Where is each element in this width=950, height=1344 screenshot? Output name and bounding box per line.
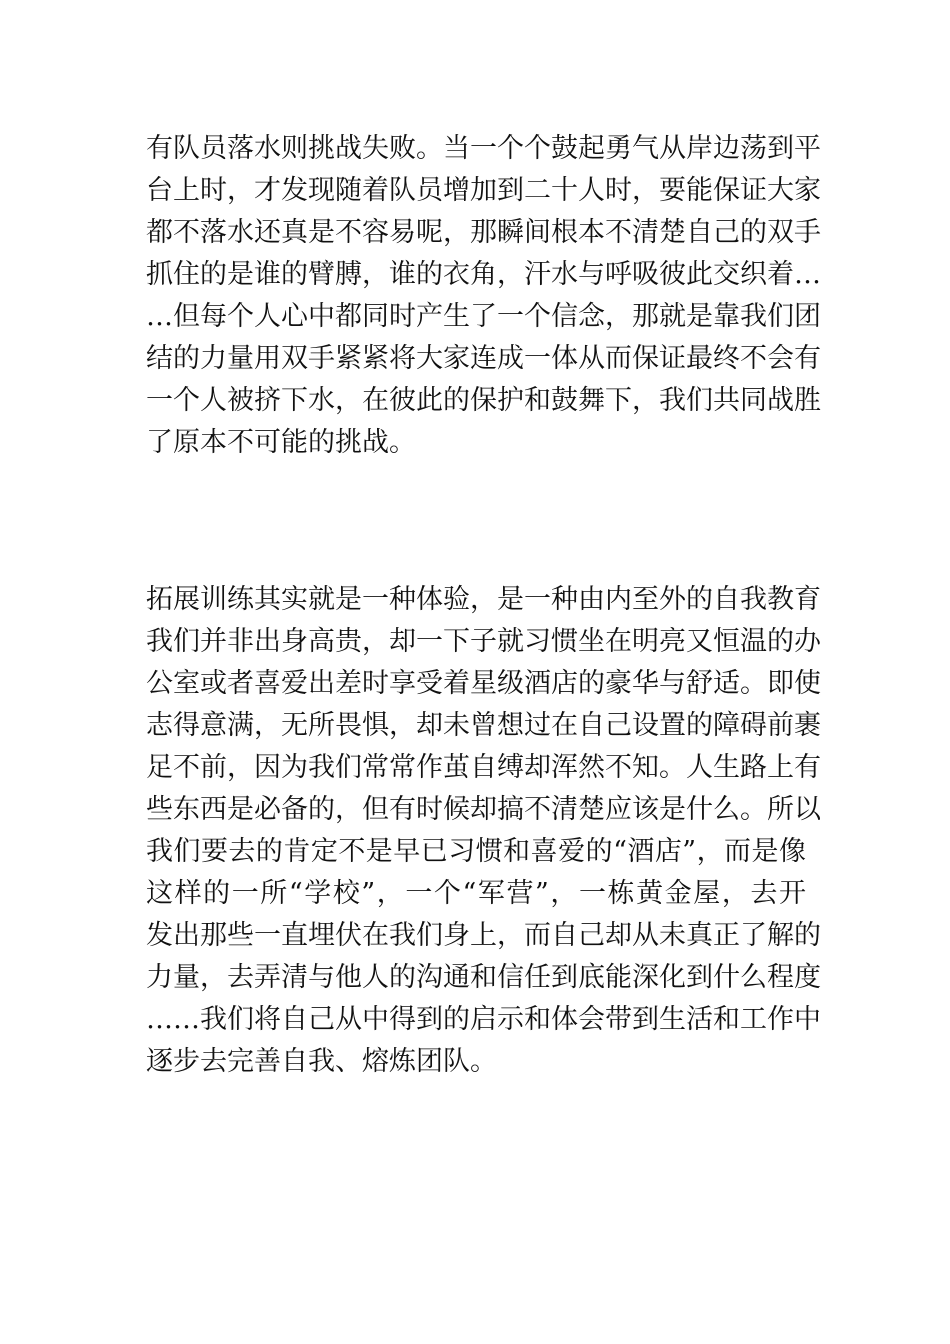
text-line: 这样的一所“学校”，一个“军营”，一栋黄金屋，去开 (146, 878, 806, 909)
text-line: 力量，去弄清与他人的沟通和信任到底能深化到什么程度 (146, 962, 821, 993)
text-line: 足不前，因为我们常常作茧自缚却浑然不知。人生路上有 (146, 752, 821, 783)
text-line: 逐步去完善自我、熔炼团队。 (146, 1046, 497, 1077)
text-line: 都不落水还真是不容易呢，那瞬间根本不清楚自己的双手 (146, 217, 821, 248)
text-line: 拓展训练其实就是一种体验，是一种由内至外的自我教育 (146, 584, 821, 615)
text-line: 一个人被挤下水，在彼此的保护和鼓舞下，我们共同战胜 (146, 385, 821, 416)
text-line: 我们要去的肯定不是早已习惯和喜爱的“酒店”，而是像 (146, 836, 806, 867)
paragraph-2 (146, 579, 821, 1083)
text-line: 结的力量用双手紧紧将大家连成一体从而保证最终不会有 (146, 343, 821, 374)
paragraph-1 (146, 128, 821, 464)
text-line: ……我们将自己从中得到的启示和体会带到生活和工作中 (146, 1004, 821, 1035)
text-line: 我们并非出身高贵，却一下子就习惯坐在明亮又恒温的办 (146, 626, 821, 657)
text-line: …但每个人心中都同时产生了一个信念，那就是靠我们团 (146, 301, 821, 332)
text-line: 有队员落水则挑战失败。当一个个鼓起勇气从岸边荡到平 (146, 133, 821, 164)
text-line: 抓住的是谁的臂膊，谁的衣角，汗水与呼吸彼此交织着… (146, 259, 821, 290)
text-line: 公室或者喜爱出差时享受着星级酒店的豪华与舒适。即使 (146, 668, 821, 699)
text-line: 台上时，才发现随着队员增加到二十人时，要能保证大家 (146, 175, 821, 206)
text-line: 些东西是必备的，但有时候却搞不清楚应该是什么。所以 (146, 794, 821, 825)
text-line: 了原本不可能的挑战。 (146, 427, 416, 458)
text-line: 志得意满，无所畏惧，却未曾想过在自己设置的障碍前裹 (146, 710, 821, 741)
text-line: 发出那些一直埋伏在我们身上，而自己却从未真正了解的 (146, 920, 821, 951)
